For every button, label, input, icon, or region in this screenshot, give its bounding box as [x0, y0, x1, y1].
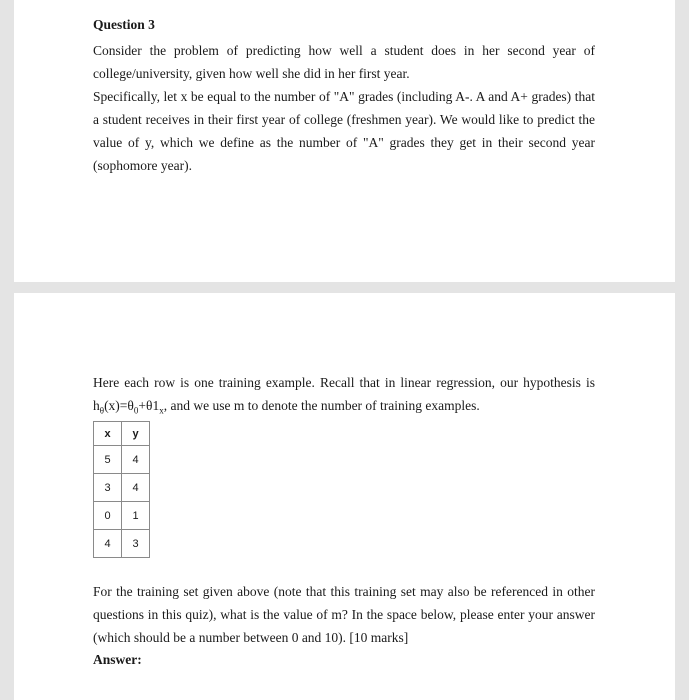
training-set-table — [93, 421, 150, 558]
hypothesis-line — [93, 394, 595, 417]
column-header-y: y — [122, 422, 150, 446]
text-line: Specifically, let x be equal to the number of "A" grades (including A-. A and A+ grades) that — [93, 89, 595, 104]
hypothesis-plus: +θ1 — [138, 398, 160, 413]
table-row — [94, 502, 150, 530]
question-intro — [93, 39, 595, 85]
table-cell-y: 4 — [122, 474, 150, 502]
table-cell-y: 4 — [122, 446, 150, 474]
answer-label: Answer: — [93, 652, 142, 667]
hypothesis-middle: (x)=θ — [104, 398, 134, 413]
table-cell-y: 1 — [122, 502, 150, 530]
x-subscript: x — [159, 405, 164, 416]
table-row — [94, 530, 150, 558]
training-set-intro — [93, 371, 595, 417]
question-card — [14, 0, 675, 282]
question-prompt — [93, 580, 595, 649]
table-header-row — [94, 422, 150, 446]
question-title: Question 3 — [93, 17, 155, 32]
text-line: For the training set given above (note that this training set may also be referenced in other — [93, 584, 595, 599]
table-cell-x: 3 — [94, 474, 122, 502]
theta0-subscript: 0 — [133, 405, 139, 416]
column-header-x: x — [94, 422, 122, 446]
hypothesis-h: h — [93, 398, 100, 413]
text-line: (which should be a number between 0 and 10). [10 marks] — [93, 630, 409, 645]
hypothesis-tail: , and we use m to denote the number of training examples. — [163, 398, 480, 413]
training-set-card — [14, 293, 675, 700]
table-cell-y: 3 — [122, 530, 150, 558]
table-row — [94, 474, 150, 502]
text-line: college/university, given how well she did in her first year. — [93, 66, 410, 81]
table-cell-x: 4 — [94, 530, 122, 558]
text-line: Here each row is one training example. Recall that in linear regression, our hypothesis is — [93, 375, 595, 390]
text-line: value of y, which we define as the number of "A" grades they get in their second year — [93, 135, 595, 150]
question-specification — [93, 85, 595, 177]
text-line: (sophomore year). — [93, 158, 192, 173]
table-row — [94, 446, 150, 474]
text-line: a student receives in their first year of college (freshmen year). We would like to predict the — [93, 112, 595, 127]
hypothesis-h-subscript: θ — [99, 405, 105, 416]
text-line: Consider the problem of predicting how well a student does in her second year of — [93, 43, 595, 58]
text-line: questions in this quiz), what is the value of m? In the space below, please enter your answer — [93, 607, 595, 622]
table-cell-x: 0 — [94, 502, 122, 530]
table-cell-x: 5 — [94, 446, 122, 474]
